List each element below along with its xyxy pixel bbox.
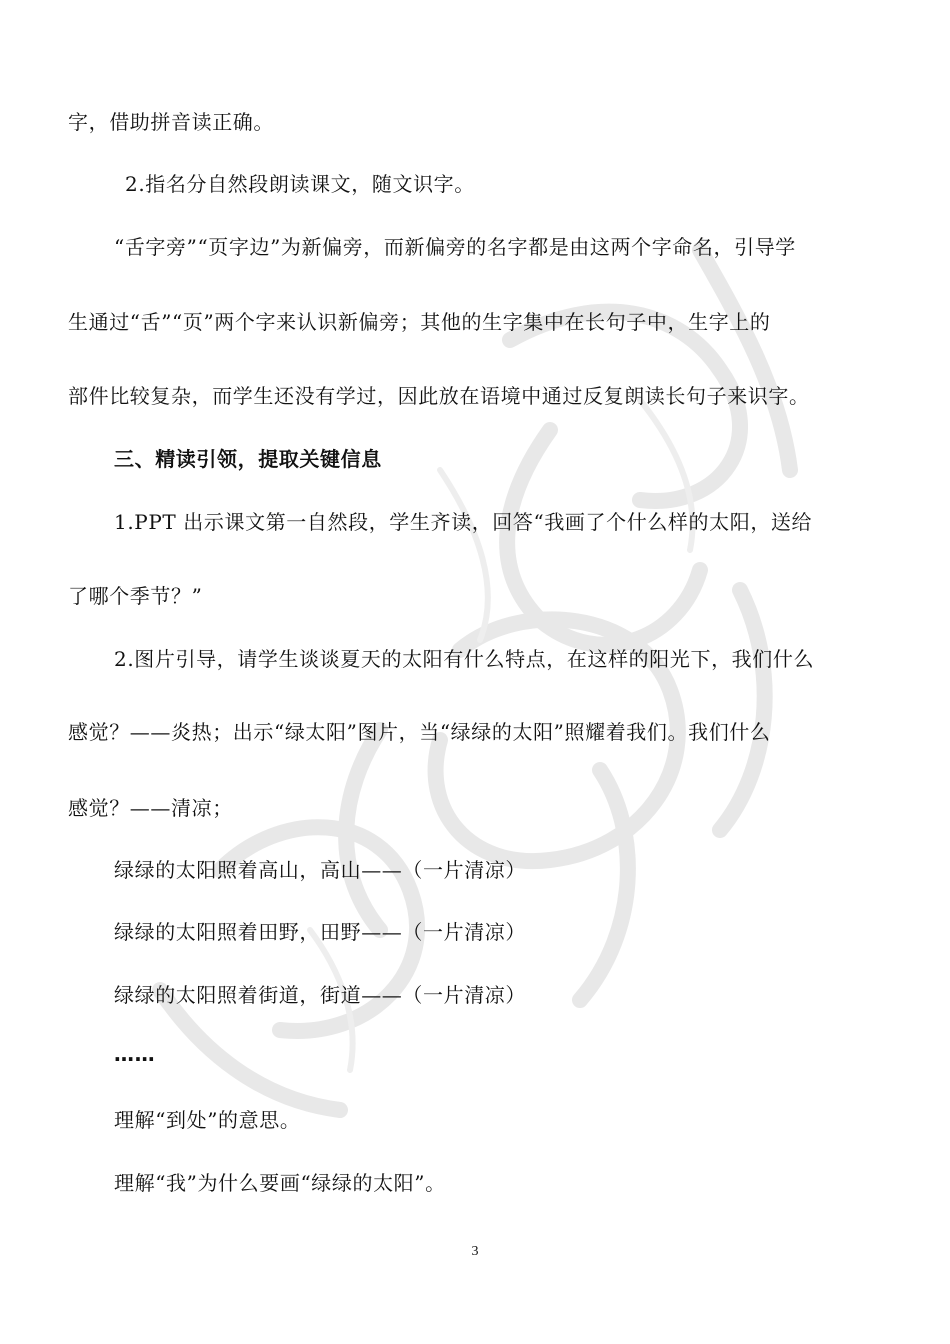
paragraph-line: 部件比较复杂，而学生还没有学过，因此放在语境中通过反复朗读长句子来识字。 [68,384,810,408]
example-line: 绿绿的太阳照着街道，街道——（一片清凉） [114,983,526,1007]
paragraph-line: 感觉？——炎热；出示“绿太阳”图片，当“绿绿的太阳”照耀着我们。我们什么 [68,720,771,744]
page-number: 3 [471,1244,479,1259]
paragraph-line: 感觉？——清凉； [68,796,233,820]
ellipsis-line: …… [114,1042,156,1066]
paragraph-line: 字，借助拼音读正确。 [68,110,274,134]
paragraph-line: 1.PPT 出示课文第一自然段，学生齐读，回答“我画了个什么样的太阳，送给 [114,510,813,534]
paragraph-line: 2.图片引导，请学生谈谈夏天的太阳有什么特点，在这样的阳光下，我们什么 [114,647,815,671]
section-heading: 三、精读引领，提取关键信息 [114,447,382,471]
paragraph-line: 2.指名分自然段朗读课文，随文识字。 [125,172,475,196]
paragraph-line: 生通过“舌”“页”两个字来认识新偏旁；其他的生字集中在长句子中，生字上的 [68,310,771,334]
paragraph-line: 理解“我”为什么要画“绿绿的太阳”。 [114,1171,446,1195]
paragraph-line: 了哪个季节？” [68,584,203,608]
paragraph-line: “舌字旁”“页字边”为新偏旁，而新偏旁的名字都是由这两个字命名，引导学 [114,235,796,259]
example-line: 绿绿的太阳照着田野，田野——（一片清凉） [114,920,526,944]
paragraph-line: 理解“到处”的意思。 [114,1108,301,1132]
example-line: 绿绿的太阳照着高山，高山——（一片清凉） [114,858,526,882]
